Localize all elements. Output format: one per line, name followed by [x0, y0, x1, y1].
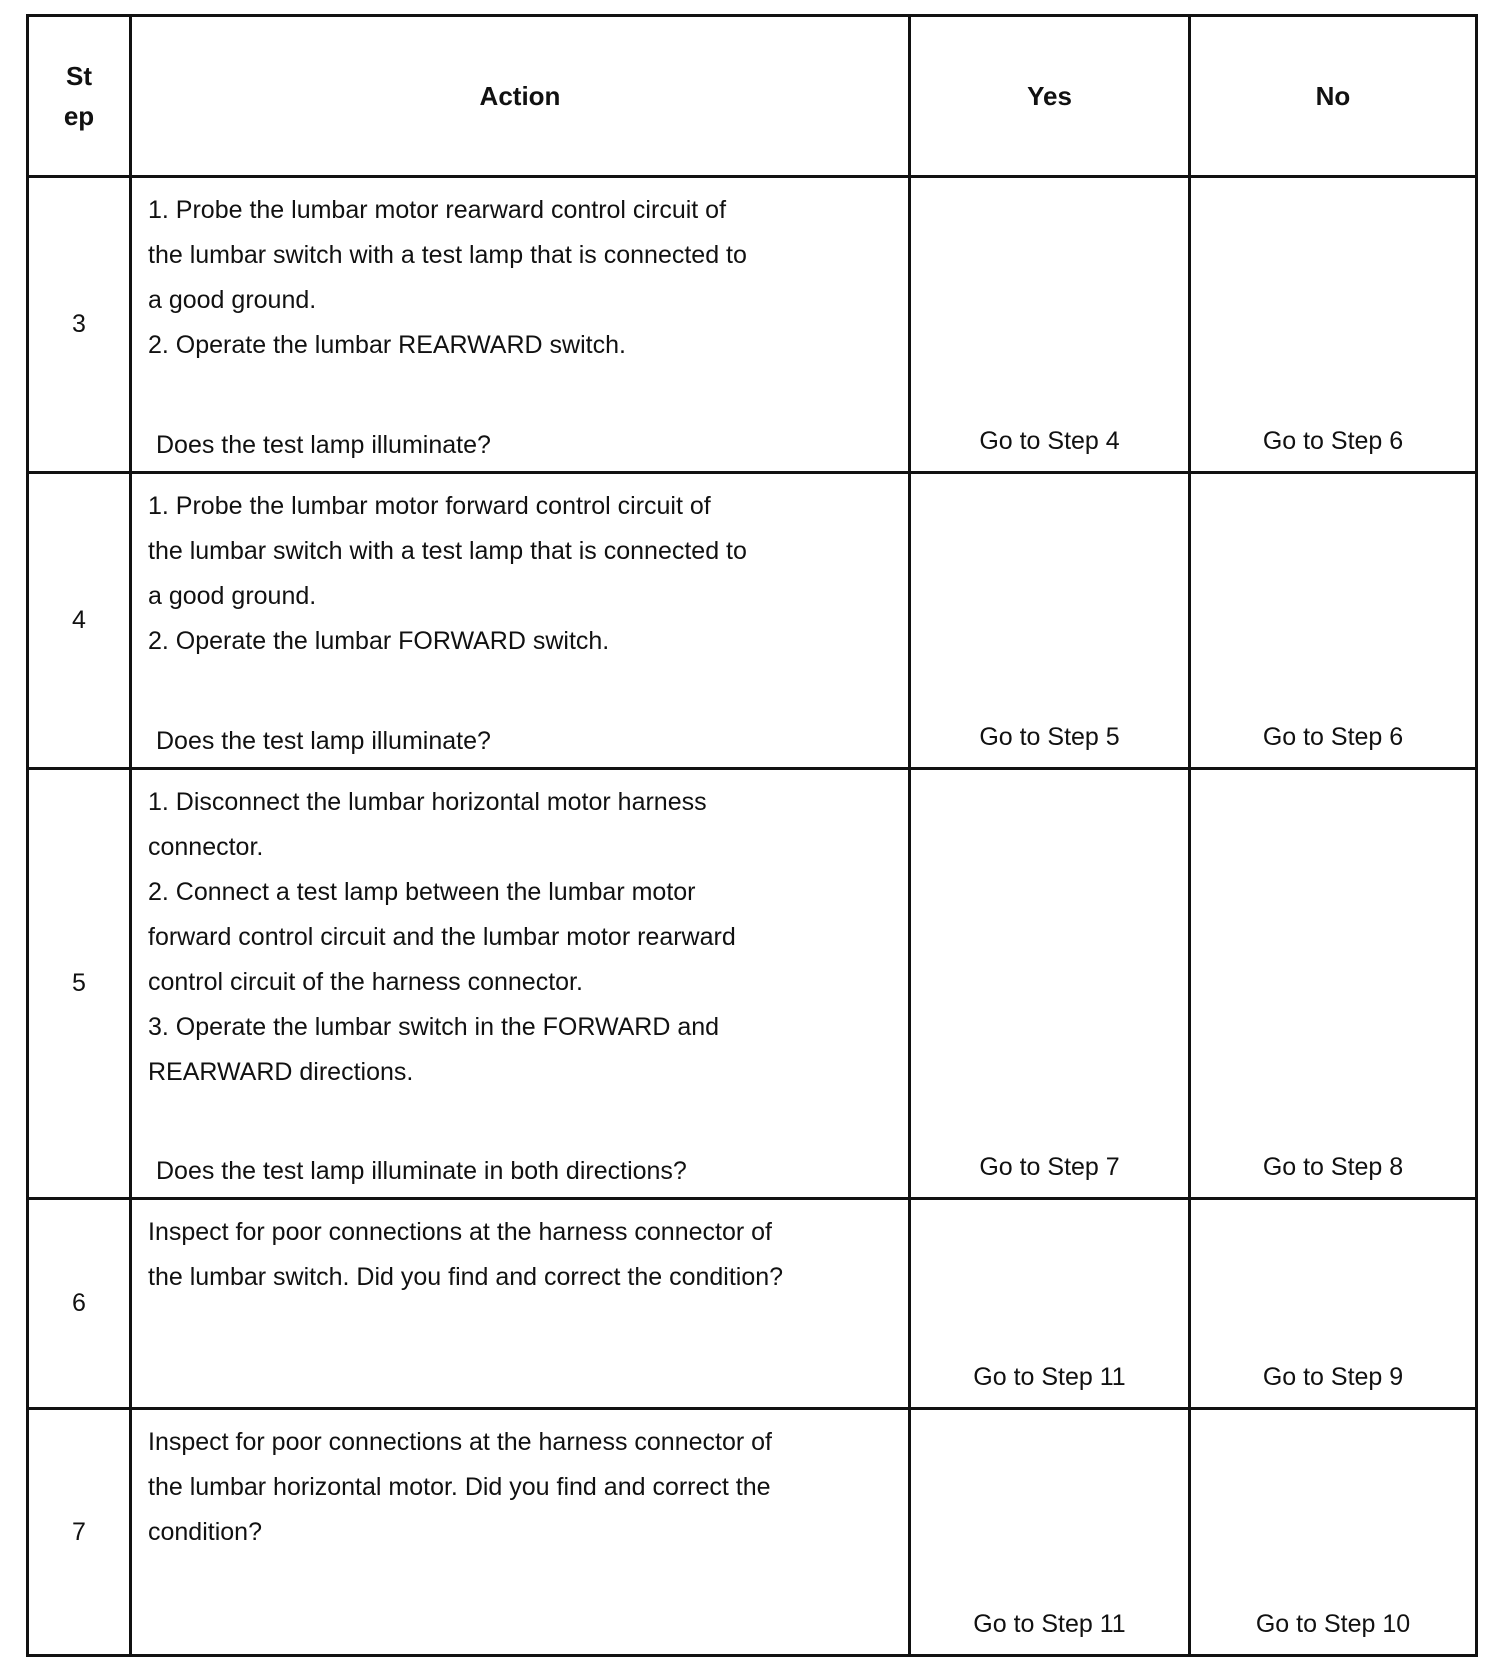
step-number: 4 — [28, 473, 131, 769]
table-row — [28, 473, 1477, 769]
action-cell — [131, 473, 910, 769]
table-row — [28, 1409, 1477, 1656]
action-line: the lumbar switch. Did you find and correct the condition? — [148, 1263, 784, 1291]
action-cell — [131, 769, 910, 1199]
action-line: 2. Connect a test lamp between the lumbar motor — [148, 878, 696, 906]
action-line: Inspect for poor connections at the harness connector of — [148, 1218, 772, 1246]
action-line: condition? — [148, 1518, 262, 1546]
action-line: 2. Operate the lumbar REARWARD switch. — [148, 331, 626, 359]
action-line: a good ground. — [148, 582, 317, 610]
action-question: Does the test lamp illuminate in both directions? — [156, 1157, 687, 1185]
table-row — [28, 177, 1477, 473]
diagnostic-table — [26, 14, 1478, 1657]
step-number: 7 — [28, 1409, 131, 1656]
no-result: Go to Step 8 — [1190, 769, 1477, 1199]
action-column-header: Action — [131, 16, 910, 177]
action-line: a good ground. — [148, 286, 317, 314]
step-number: 3 — [28, 177, 131, 473]
action-line: control circuit of the harness connector. — [148, 968, 583, 996]
step-header-line: ep — [63, 101, 95, 131]
action-line: Inspect for poor connections at the harness connector of — [148, 1428, 772, 1456]
no-result: Go to Step 9 — [1190, 1199, 1477, 1409]
action-line: REARWARD directions. — [148, 1058, 414, 1086]
action-cell — [131, 1409, 910, 1656]
action-line: 3. Operate the lumbar switch in the FORWARD and — [148, 1013, 720, 1041]
header-row — [28, 16, 1477, 177]
action-line: 1. Probe the lumbar motor rearward control circuit of — [148, 196, 727, 224]
no-result: Go to Step 6 — [1190, 177, 1477, 473]
yes-result: Go to Step 11 — [910, 1199, 1190, 1409]
action-line: the lumbar switch with a test lamp that is connected to — [148, 537, 747, 565]
yes-result: Go to Step 7 — [910, 769, 1190, 1199]
yes-column-header: Yes — [910, 16, 1190, 177]
table-row — [28, 1199, 1477, 1409]
action-question: Does the test lamp illuminate? — [156, 727, 491, 755]
step-number: 5 — [28, 769, 131, 1199]
yes-result: Go to Step 4 — [910, 177, 1190, 473]
table-row — [28, 769, 1477, 1199]
action-line: 2. Operate the lumbar FORWARD switch. — [148, 627, 610, 655]
action-cell — [131, 177, 910, 473]
no-result: Go to Step 10 — [1190, 1409, 1477, 1656]
action-line: 1. Probe the lumbar motor forward control circuit of — [148, 492, 711, 520]
action-line: the lumbar horizontal motor. Did you find and correct the — [148, 1473, 771, 1501]
yes-result: Go to Step 11 — [910, 1409, 1190, 1656]
action-question: Does the test lamp illuminate? — [156, 431, 491, 459]
step-header-line: St — [66, 61, 92, 91]
action-line: forward control circuit and the lumbar motor rearward — [148, 923, 736, 951]
step-number: 6 — [28, 1199, 131, 1409]
action-line: connector. — [148, 833, 264, 861]
yes-result: Go to Step 5 — [910, 473, 1190, 769]
no-result: Go to Step 6 — [1190, 473, 1477, 769]
no-column-header: No — [1190, 16, 1477, 177]
action-line: the lumbar switch with a test lamp that is connected to — [148, 241, 747, 269]
action-cell — [131, 1199, 910, 1409]
action-line: 1. Disconnect the lumbar horizontal motor harness — [148, 788, 707, 816]
step-column-header — [28, 16, 131, 177]
